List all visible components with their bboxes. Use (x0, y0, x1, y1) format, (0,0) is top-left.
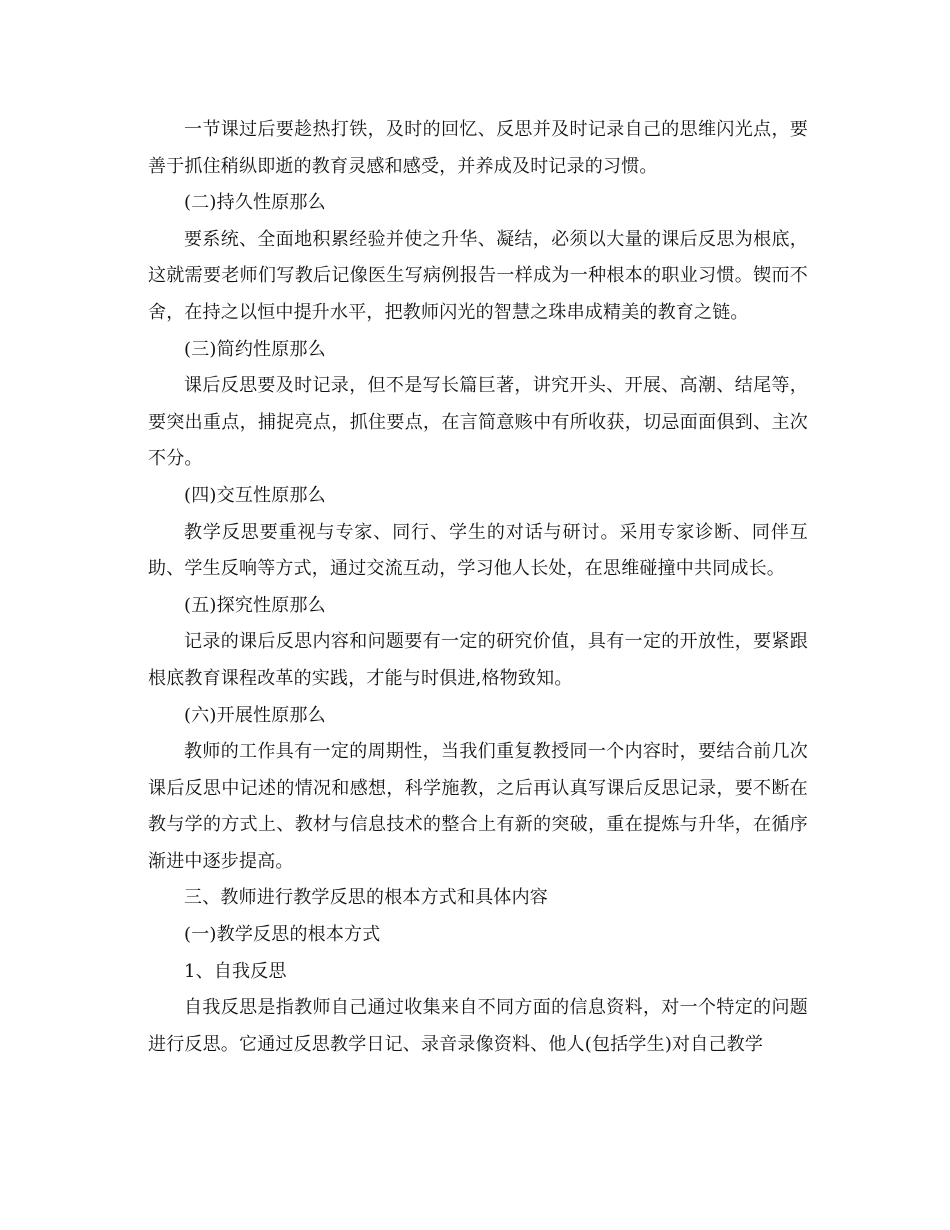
section-heading: (五)探究性原那么 (184, 594, 326, 616)
paragraph: 教学反思要重视与专家、同行、学生的对话与研讨。采用专家诊断、同伴互助、学生反响等方式，通过交流互动，学习他人长处，在思维碰撞中共同成长。 (148, 521, 808, 580)
document-body (148, 112, 808, 1063)
section-heading: (六)开展性原那么 (184, 704, 326, 726)
paragraph: 要系统、全面地积累经验并使之升华、凝结，必须以大量的课后反思为根底，这就需要老师们写教后记像医生写病例报告一样成为一种根本的职业习惯。锲而不舍，在持之以恒中提升水平，把教师闪光的智慧之珠串成精美的教育之链。 (148, 228, 808, 323)
paragraph: 一节课过后要趁热打铁，及时的回忆、反思并及时记录自己的思维闪光点，要善于抓住稍纵即逝的教育灵感和感受，并养成及时记录的习惯。 (148, 119, 808, 177)
chapter-heading: 三、教师进行教学反思的根本方式和具体内容 (184, 887, 548, 909)
subsection-heading: 1、自我反思 (184, 960, 287, 982)
paragraph: 教师的工作具有一定的周期性，当我们重复教授同一个内容时，要结合前几次课后反思中记述的情况和感想，科学施教，之后再认真写课后反思记录，要不断在教与学的方式上、教材与信息技术的整合上有新的突破，重在提炼与升华，在循序渐进中逐步提高。 (148, 741, 808, 872)
paragraph: 课后反思要及时记录，但不是写长篇巨著，讲究开头、开展、高潮、结尾等，要突出重点，捕捉亮点，抓住要点，在言简意赅中有所收获，切忌面面俱到、主次不分。 (148, 375, 808, 470)
paragraph: 记录的课后反思内容和问题要有一定的研究价值，具有一定的开放性，要紧跟根底教育课程改革的实践，才能与时俱进,格物致知。 (148, 631, 808, 689)
section-heading: (四)交互性原那么 (184, 484, 326, 506)
section-heading: (二)持久性原那么 (184, 192, 326, 214)
paragraph: 自我反思是指教师自己通过收集来自不同方面的信息资料，对一个特定的问题进行反思。它通过反思教学日记、录音录像资料、他人(包括学生)对自己教学 (148, 997, 808, 1055)
section-heading: (三)简约性原那么 (184, 338, 326, 360)
section-heading: (一)教学反思的根本方式 (184, 924, 381, 946)
